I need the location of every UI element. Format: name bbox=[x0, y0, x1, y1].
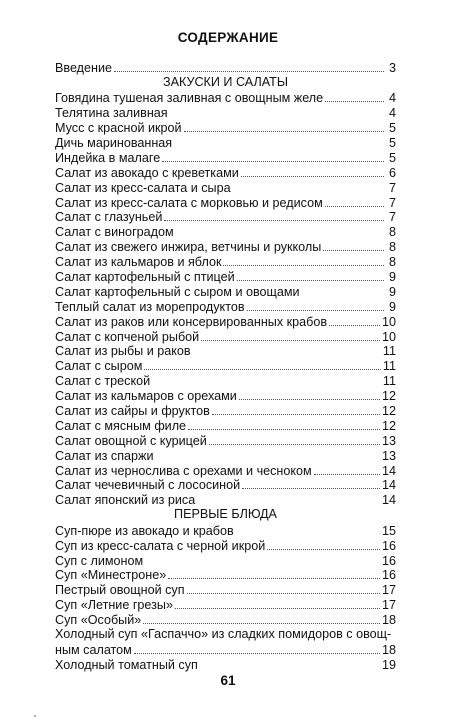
toc-entry-page: 15 bbox=[381, 523, 396, 538]
toc-entry[interactable] bbox=[55, 448, 396, 463]
toc-entry-title: Салат из кресс-салата с морковью и редисом bbox=[55, 195, 323, 210]
toc-entry[interactable] bbox=[55, 299, 396, 314]
dot-leader bbox=[237, 280, 384, 281]
page-title: СОДЕРЖАНИЕ bbox=[177, 30, 279, 45]
toc-entry-title: Суп «Особый» bbox=[55, 613, 142, 628]
toc-entry[interactable] bbox=[55, 403, 396, 418]
dot-leader bbox=[184, 131, 384, 132]
toc-entry-title: Салат с сыром bbox=[55, 359, 143, 374]
toc-entry-page: 11 bbox=[382, 374, 396, 389]
toc-entry-page: 5 bbox=[388, 135, 396, 150]
toc-entry-page: 17 bbox=[381, 598, 396, 613]
dot-leader bbox=[134, 653, 380, 654]
toc-entry[interactable] bbox=[55, 269, 396, 284]
dot-leader bbox=[236, 534, 380, 535]
toc-entry-page: 14 bbox=[381, 478, 396, 493]
toc-entry-title: Салат картофельный с сыром и овощами bbox=[55, 284, 300, 299]
dot-leader bbox=[209, 444, 380, 445]
toc-entry-page: 18 bbox=[381, 613, 396, 628]
toc-entry-page: 16 bbox=[381, 553, 396, 568]
toc-entry-title: Салат из сайры и фруктов bbox=[55, 403, 210, 418]
toc-entry-page: 12 bbox=[381, 418, 396, 433]
toc-entry-page: 9 bbox=[388, 299, 396, 314]
toc-entry-title: Салат из кальмаров и яблок bbox=[55, 255, 222, 270]
toc-entry-title-continued: ным салатом bbox=[55, 642, 132, 657]
dot-leader bbox=[325, 206, 384, 207]
toc-entry-title: Суп-пюре из авокадо и крабов bbox=[55, 523, 234, 538]
toc-entry-page: 4 bbox=[388, 106, 396, 121]
toc-entry[interactable] bbox=[55, 568, 396, 583]
toc-entry-title: Салат с треской bbox=[55, 374, 151, 389]
toc-entry-page: 18 bbox=[381, 642, 396, 657]
toc-entry[interactable] bbox=[55, 284, 396, 299]
toc-entry-page: 7 bbox=[388, 180, 396, 195]
toc-entry[interactable] bbox=[55, 239, 396, 254]
dot-leader bbox=[212, 414, 380, 415]
toc-entry[interactable] bbox=[55, 492, 396, 507]
dot-leader bbox=[200, 668, 380, 669]
toc-entry-title: Салат с копченой рыбой bbox=[55, 329, 200, 344]
toc-entry-title: Теплый салат из морепродуктов bbox=[55, 299, 245, 314]
dot-leader bbox=[325, 101, 384, 102]
page-number: 61 bbox=[220, 673, 236, 688]
toc-entry-title: Холодный суп «Гаспаччо» из сладких помидоров с овощ- bbox=[55, 627, 392, 642]
toc-entry-page: 10 bbox=[381, 314, 396, 329]
toc-entry[interactable] bbox=[55, 538, 396, 553]
dot-leader bbox=[242, 488, 380, 489]
toc-entry-page: 14 bbox=[381, 463, 396, 478]
toc-entry-title: Салат из раков или консервированных крабов bbox=[55, 314, 328, 329]
toc-entry[interactable] bbox=[55, 120, 396, 135]
dot-leader bbox=[164, 220, 384, 221]
toc-entry-page: 7 bbox=[388, 195, 396, 210]
toc-entry[interactable] bbox=[55, 553, 396, 568]
toc-entry-page: 12 bbox=[381, 403, 396, 418]
toc-entry[interactable] bbox=[55, 105, 396, 120]
toc-entry-page: 17 bbox=[381, 583, 396, 598]
toc-entry-title: Салат из чернослива с орехами и чесноком bbox=[55, 463, 312, 478]
toc-entry-title: Салат с глазуньей bbox=[55, 210, 163, 225]
toc-entry-page: 8 bbox=[388, 225, 396, 240]
toc-entry-page: 8 bbox=[388, 255, 396, 270]
toc-entry[interactable] bbox=[55, 135, 396, 150]
dot-leader bbox=[247, 310, 384, 311]
toc-entry[interactable] bbox=[55, 180, 396, 195]
dot-leader bbox=[193, 354, 381, 355]
toc-entry-title: Говядина тушеная заливная с овощным желе bbox=[55, 91, 324, 106]
toc-entry[interactable] bbox=[55, 657, 396, 672]
table-of-contents bbox=[55, 60, 396, 672]
dot-leader bbox=[168, 578, 380, 579]
toc-entry-title: Телятина заливная bbox=[55, 106, 168, 121]
toc-entry[interactable] bbox=[55, 478, 396, 493]
toc-entry[interactable] bbox=[55, 612, 396, 627]
toc-entry-intro[interactable] bbox=[55, 60, 396, 75]
dot-leader bbox=[176, 235, 384, 236]
toc-entry-title: Салат с виноградом bbox=[55, 225, 174, 240]
toc-entry-page: 10 bbox=[381, 329, 396, 344]
dot-leader bbox=[175, 608, 380, 609]
toc-entry-title: Салат из спаржи bbox=[55, 448, 154, 463]
dot-leader bbox=[188, 429, 380, 430]
dot-leader bbox=[233, 191, 384, 192]
toc-entry-page: 6 bbox=[388, 165, 396, 180]
toc-entry-page: 12 bbox=[381, 389, 396, 404]
toc-entry[interactable] bbox=[55, 195, 396, 210]
toc-entry-page: 11 bbox=[382, 359, 396, 374]
toc-entry-page: 3 bbox=[388, 60, 396, 75]
dot-leader bbox=[201, 340, 380, 341]
toc-entry-title: Салат из авокадо с креветками bbox=[55, 165, 239, 180]
toc-entry-page: 19 bbox=[381, 657, 396, 672]
toc-entry-page: 5 bbox=[388, 150, 396, 165]
dot-leader bbox=[144, 369, 381, 370]
toc-entry-title: Пестрый овощной суп bbox=[55, 583, 185, 598]
section-heading: ПЕРВЫЕ БЛЮДА bbox=[174, 507, 277, 522]
toc-entry-page: 9 bbox=[388, 269, 396, 284]
dot-leader bbox=[145, 564, 380, 565]
dot-leader bbox=[267, 549, 380, 550]
toc-entry-title: Индейка в малаге bbox=[55, 150, 161, 165]
toc-entry[interactable] bbox=[55, 418, 396, 433]
toc-entry-page: 7 bbox=[388, 210, 396, 225]
toc-entry-page: 11 bbox=[382, 344, 396, 359]
toc-entry[interactable] bbox=[55, 388, 396, 403]
toc-entry[interactable] bbox=[55, 329, 396, 344]
scan-speck bbox=[34, 715, 36, 717]
toc-entry-title: Салат из кресс-салата и сыра bbox=[55, 180, 231, 195]
toc-entry[interactable] bbox=[55, 90, 396, 105]
toc-entry-page: 5 bbox=[388, 121, 396, 136]
toc-entry-title: Суп «Летние грезы» bbox=[55, 598, 173, 613]
toc-entry-title: Введение bbox=[55, 60, 113, 75]
toc-entry[interactable] bbox=[55, 582, 396, 597]
dot-leader bbox=[143, 623, 380, 624]
dot-leader bbox=[152, 384, 381, 385]
toc-entry[interactable] bbox=[55, 150, 396, 165]
toc-entry-page: 16 bbox=[381, 538, 396, 553]
dot-leader bbox=[114, 71, 384, 72]
toc-entry-title: Салат с мясным филе bbox=[55, 418, 187, 433]
dot-leader bbox=[241, 176, 384, 177]
toc-entry[interactable] bbox=[55, 597, 396, 612]
toc-entry-title: Салат овощной с курицей bbox=[55, 433, 207, 448]
toc-entry-title: Суп «Минестроне» bbox=[55, 568, 167, 583]
toc-entry[interactable] bbox=[55, 463, 396, 478]
toc-entry-title: Мусс с красной икрой bbox=[55, 121, 182, 136]
toc-entry-page: 13 bbox=[381, 433, 396, 448]
dot-leader bbox=[223, 265, 384, 266]
toc-entry-page: 9 bbox=[388, 284, 396, 299]
toc-entry[interactable] bbox=[55, 314, 396, 329]
dot-leader bbox=[302, 295, 384, 296]
toc-entry-page: 16 bbox=[381, 568, 396, 583]
toc-entry-title: Салат из кальмаров с орехами bbox=[55, 389, 237, 404]
toc-entry-title: Холодный томатный суп bbox=[55, 657, 198, 672]
toc-entry-title: Салат чечевичный с лососиной bbox=[55, 478, 241, 493]
section-list bbox=[55, 90, 396, 507]
toc-entry-title: Салат из свежего инжира, ветчины и рукколы bbox=[55, 240, 322, 255]
toc-entry[interactable] bbox=[55, 373, 396, 388]
toc-entry-title: Салат японский из риса bbox=[55, 493, 196, 508]
dot-leader bbox=[162, 161, 384, 162]
toc-entry-page: 8 bbox=[388, 240, 396, 255]
dot-leader bbox=[314, 474, 380, 475]
section-heading: ЗАКУСКИ И САЛАТЫ bbox=[162, 74, 289, 89]
toc-entry[interactable] bbox=[55, 165, 396, 180]
dot-leader bbox=[197, 503, 380, 504]
toc-entry-page: 14 bbox=[381, 493, 396, 508]
dot-leader bbox=[329, 325, 380, 326]
toc-entry[interactable] bbox=[55, 210, 396, 225]
dot-leader bbox=[239, 399, 380, 400]
dot-leader bbox=[170, 116, 384, 117]
toc-entry-title: Суп с лимоном bbox=[55, 553, 144, 568]
toc-entry-title: Салат картофельный с птицей bbox=[55, 269, 235, 284]
dot-leader bbox=[323, 250, 384, 251]
toc-entry[interactable] bbox=[55, 358, 396, 373]
section-list bbox=[55, 523, 396, 672]
dot-leader bbox=[174, 146, 384, 147]
toc-entry[interactable] bbox=[55, 344, 396, 359]
toc-entry-title: Дичь маринованная bbox=[55, 135, 173, 150]
toc-entry[interactable] bbox=[55, 224, 396, 239]
toc-entry-title: Суп из кресс-салата с черной икрой bbox=[55, 538, 266, 553]
toc-entry[interactable] bbox=[55, 627, 396, 657]
toc-entry-page: 4 bbox=[388, 91, 396, 106]
toc-entry[interactable] bbox=[55, 433, 396, 448]
toc-entry[interactable] bbox=[55, 254, 396, 269]
dot-leader bbox=[187, 593, 380, 594]
toc-entry-page: 13 bbox=[381, 448, 396, 463]
toc-entry[interactable] bbox=[55, 523, 396, 538]
toc-entry-title: Салат из рыбы и раков bbox=[55, 344, 191, 359]
dot-leader bbox=[155, 459, 380, 460]
